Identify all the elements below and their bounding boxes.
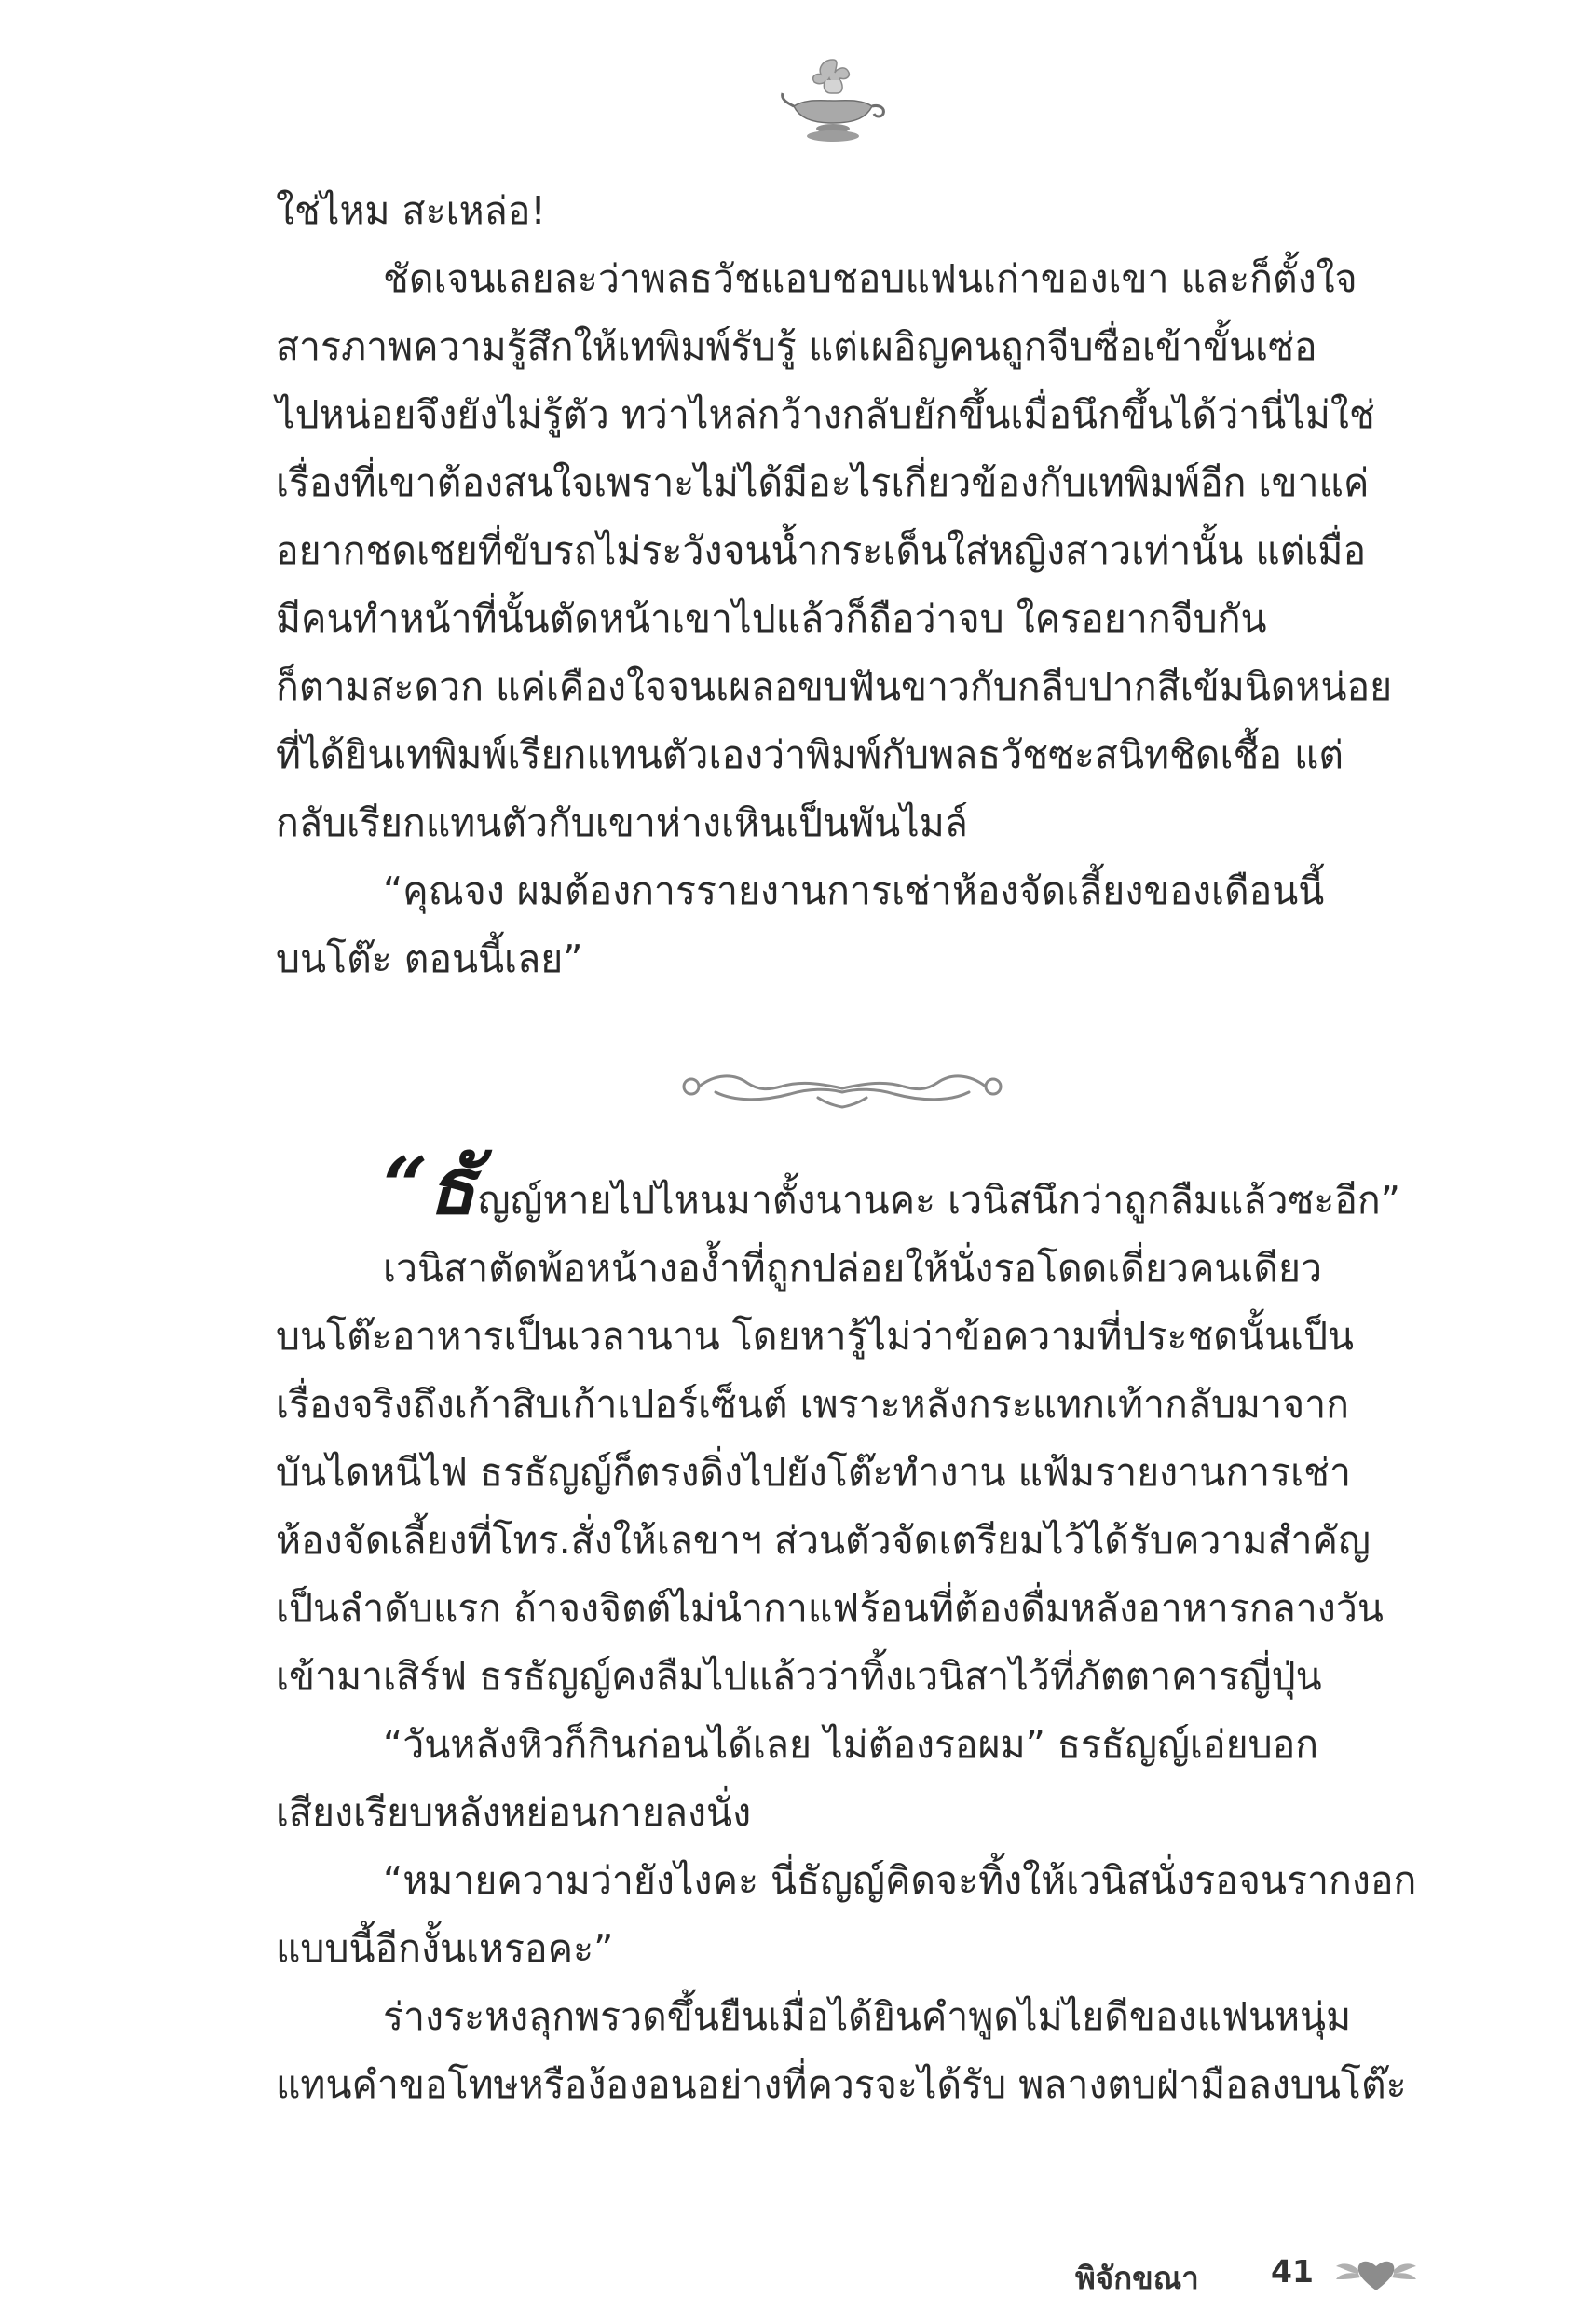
passage-1 <box>276 177 1405 993</box>
page-footer <box>1075 2253 1466 2309</box>
text-line: ที่ได้ยินเทพิมพ์เรียกแทนตัวเองว่าพิมพ์กับพลธวัชซะสนิทชิดเชื้อ แต่ <box>276 732 1344 777</box>
text-line: ร่างระหงลุกพรวดขึ้นยืนเมื่อได้ยินคำพูดไม่ไยดีของแฟนหนุ่ม <box>383 1994 1352 2039</box>
text-line: เรื่องที่เขาต้องสนใจเพราะไม่ได้มีอะไรเกี่ยวข้องกับเทพิมพ์อีก เขาแค่ <box>276 460 1370 505</box>
dropcap-line <box>276 1140 1405 1235</box>
flourish-divider-icon <box>678 1060 1006 1116</box>
text-line: เข้ามาเสิร์ฟ ธรธัญญ์คงลืมไปแล้วว่าทิ้งเวนิสาไว้ที่ภัตตาคารญี่ปุ่น <box>276 1654 1322 1699</box>
text-line: “คุณจง ผมต้องการรายงานการเช่าห้องจัดเลี้ยงของเดือนนี้ <box>383 868 1325 913</box>
text-line: ใช่ไหม สะเหล่อ! <box>276 188 546 233</box>
text-line: แบบนี้อีกงั้นเหรอคะ” <box>276 1926 614 1971</box>
page-number: 41 <box>1271 2253 1314 2290</box>
text-line: เรื่องจริงถึงเก้าสิบเก้าเปอร์เซ็นต์ เพราะหลังกระแทกเท้ากลับมาจาก <box>276 1382 1349 1427</box>
text-line: มีคนทำหน้าที่นั้นตัดหน้าเขาไปแล้วก็ถือว่าจบ ใครอยากจีบกัน <box>276 596 1267 641</box>
text-line: บนโต๊ะ ตอนนี้เลย” <box>276 937 583 981</box>
text-line: กลับเรียกแทนตัวกับเขาห่างเหินเป็นพันไมล์ <box>276 800 968 845</box>
lamp-cupid-ornament-icon <box>777 52 889 155</box>
text-line: เวนิสาตัดพ้อหน้างองํ้าที่ถูกปล่อยให้นั่งรอโดดเดี่ยวคนเดียว <box>383 1246 1323 1291</box>
text-line: แทนคำขอโทษหรือง้องอนอย่างที่ควรจะได้รับ พลางตบฝ่ามือลงบนโต๊ะ <box>276 2062 1407 2107</box>
text-line: ชัดเจนเลยละว่าพลธวัชแอบชอบแฟนเก่าของเขา และก็ตั้งใจ <box>383 256 1357 301</box>
winged-heart-icon <box>1334 2253 1418 2298</box>
text-line: ห้องจัดเลี้ยงที่โทร.สั่งให้เลขาฯ ส่วนตัวจัดเตรียมไว้ได้รับความสำคัญ <box>276 1518 1371 1563</box>
passage-2 <box>276 1140 1417 2119</box>
text-line: บันไดหนีไฟ ธรธัญญ์ก็ตรงดิ่งไปยังโต๊ะทำงาน แฟ้มรายงานการเช่า <box>276 1450 1351 1495</box>
drop-cap: “ธั <box>383 1140 476 1232</box>
text-line: เป็นลำดับแรก ถ้าจงจิตต์ไม่นำกาแฟร้อนที่ต้องดื่มหลังอาหารกลางวัน <box>276 1586 1384 1631</box>
text-line: “หมายความว่ายังไงคะ นี่ธัญญ์คิดจะทิ้งให้เวนิสนั่งรอจนรากงอก <box>383 1858 1417 1903</box>
text-line: สารภาพความรู้สึกให้เทพิมพ์รับรู้ แต่เผอิญคนถูกจีบซื่อเข้าขั้นเซ่อ <box>276 324 1317 369</box>
text-line: ก็ตามสะดวก แค่เคืองใจจนเผลอขบฟันขาวกับกลีบปากสีเข้มนิดหน่อย <box>276 664 1393 709</box>
book-title: พิจักขณา <box>1075 2260 1199 2296</box>
text-line: อยากชดเชยที่ขับรถไม่ระวังจนน้ำกระเด็นใส่หญิงสาวเท่านั้น แต่เมื่อ <box>276 528 1367 573</box>
text-line: เสียงเรียบหลังหย่อนกายลงนั่ง <box>276 1790 752 1835</box>
text-line: “วันหลังหิวก็กินก่อนได้เลย ไม่ต้องรอผม” ธรธัญญ์เอ่ยบอก <box>383 1722 1319 1767</box>
text-line: บนโต๊ะอาหารเป็นเวลานาน โดยหารู้ไม่ว่าข้อความที่ประชดนั้นเป็น <box>276 1314 1355 1359</box>
text-line: ญญ์หายไปไหนมาตั้งนานคะ เวนิสนึกว่าถูกลืมแล้วซะอีก” <box>477 1178 1400 1223</box>
text-line: ไปหน่อยจึงยังไม่รู้ตัว ทว่าไหล่กว้างกลับยักขึ้นเมื่อนึกขึ้นได้ว่านี่ไม่ใช่ <box>276 392 1375 437</box>
